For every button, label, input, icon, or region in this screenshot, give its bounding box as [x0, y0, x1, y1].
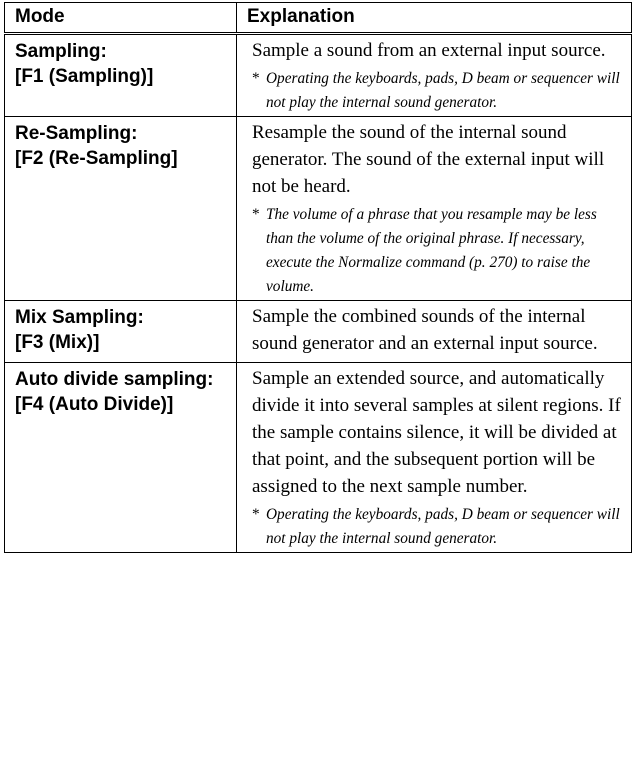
- mode-button-label: [F4 (Auto Divide)]: [15, 394, 174, 415]
- header-row: [5, 3, 632, 34]
- note-marker: *: [252, 70, 260, 87]
- explanation-cell: [237, 117, 632, 301]
- note-text: Operating the keyboards, pads, D beam or sequencer will not play the internal sound generator.: [266, 506, 620, 547]
- mode-description: Sample the combined sounds of the internal sound generator and an external input source.: [252, 306, 598, 354]
- note-text: The volume of a phrase that you resample may be less than the volume of the original phrase. If necessary, execute the Normalize command (p. 270) to raise the volume.: [266, 206, 597, 295]
- mode-button-label: [F2 (Re-Sampling]: [15, 148, 178, 169]
- mode-column-header: Mode: [5, 3, 237, 34]
- note-marker: *: [252, 206, 260, 223]
- mode-button-label: [F3 (Mix)]: [15, 332, 100, 353]
- mode-button-label: [F1 (Sampling)]: [15, 66, 154, 87]
- table-row: [5, 34, 632, 117]
- note-marker: *: [252, 506, 260, 523]
- mode-cell: [5, 363, 237, 553]
- table-row: [5, 117, 632, 301]
- mode-name: Mix Sampling:: [15, 307, 144, 328]
- mode-cell: [5, 117, 237, 301]
- mode-cell: [5, 301, 237, 363]
- sampling-modes-table: [4, 2, 632, 553]
- table-row: [5, 363, 632, 553]
- table-row: [5, 301, 632, 363]
- explanation-cell: [237, 363, 632, 553]
- note: [252, 503, 621, 551]
- mode-description: Resample the sound of the internal sound generator. The sound of the external input will not be heard.: [252, 122, 605, 197]
- mode-name: Auto divide sampling:: [15, 369, 214, 390]
- note-text: Operating the keyboards, pads, D beam or sequencer will not play the internal sound generator.: [266, 70, 620, 111]
- note: [252, 67, 621, 115]
- explanation-cell: [237, 34, 632, 117]
- mode-description: Sample a sound from an external input source.: [252, 40, 606, 61]
- explanation-cell: [237, 301, 632, 363]
- explanation-column-header: Explanation: [237, 3, 632, 34]
- mode-description: Sample an extended source, and automatically divide it into several samples at silent regions. If the sample contains silence, it will be divided at that point, and the subsequent portion will be assigned to the next sample number.: [252, 368, 621, 497]
- mode-name: Re-Sampling:: [15, 123, 138, 144]
- mode-name: Sampling:: [15, 41, 107, 62]
- note: [252, 203, 621, 299]
- mode-cell: [5, 34, 237, 117]
